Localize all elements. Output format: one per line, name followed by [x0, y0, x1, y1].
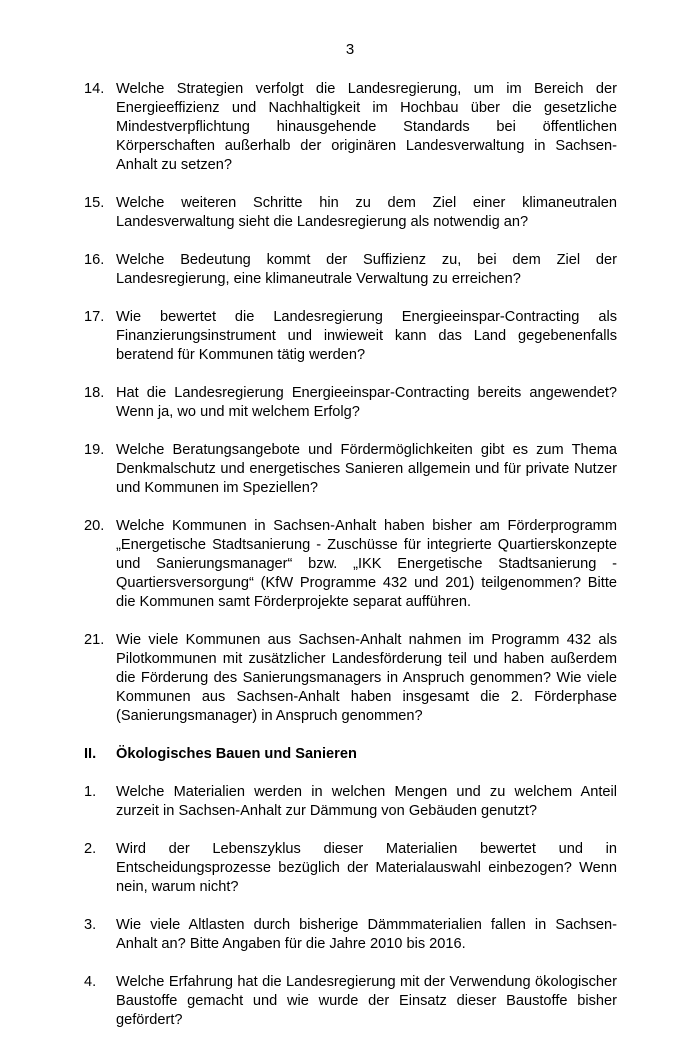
section-heading [84, 745, 617, 764]
question-number: 17. [84, 309, 105, 325]
question-number: 14. [84, 81, 105, 97]
question-text: Wird der Lebenszyklus dieser Materialien bewertet und in Entscheidungsprozesse bezüglich der Materialauswahl einbezogen? Wenn nein, warum nicht? [116, 841, 617, 895]
question-number: 19. [84, 442, 105, 458]
question-text: Welche Materialien werden in welchen Mengen und zu welchem Anteil zurzeit in Sachsen-Anhalt zur Dämmung von Gebäuden genutzt? [116, 784, 617, 819]
section-number: II. [84, 746, 97, 762]
question-text: Wie bewertet die Landesregierung Energieeinspar-Contracting als Finanzierungsinstrument und inwieweit kann das Land gegebenenfalls beratend für Kommunen tätig werden? [116, 309, 617, 363]
question-list [84, 80, 617, 1049]
question-item-18 [84, 384, 617, 422]
question-number: 15. [84, 195, 105, 211]
question-text: Wie viele Kommunen aus Sachsen-Anhalt nahmen im Programm 432 als Pilotkommunen mit zusätzlicher Landesförderung teil und haben außerdem die Förderung des Sanierungsmanagers in Anspruch genommen? Wie viele Kommunen aus Sachsen-Anhalt haben insgesamt die 2. Förderphase (Sanierungsmanager) in Anspruch genommen? [116, 632, 617, 724]
question-text: Wie viele Altlasten durch bisherige Dämmmaterialien fallen in Sachsen-Anhalt an? Bitte Angaben für die Jahre 2010 bis 2016. [116, 917, 617, 952]
question-item-21 [84, 631, 617, 726]
question-number: 21. [84, 632, 105, 648]
question-item-16 [84, 251, 617, 289]
question-item-ii-1 [84, 783, 617, 821]
question-number: 20. [84, 518, 105, 534]
question-item-20 [84, 517, 617, 612]
question-item-ii-3 [84, 916, 617, 954]
question-number: 3. [84, 917, 97, 933]
page-number: 3 [345, 41, 355, 58]
question-item-ii-4 [84, 973, 617, 1030]
question-text: Welche Kommunen in Sachsen-Anhalt haben bisher am Förderprogramm „Energetische Stadtsanierung - Zuschüsse für integrierte Quartierskonzepte und Sanierungsmanager“ bzw. „IKK Energetische Stadtsanierung - Quartiersversorgung“ (KfW Programme 432 und 201) teilgenommen? Bitte die Kommunen samt Förderprojekte separat aufführen. [116, 518, 617, 610]
question-item-15 [84, 194, 617, 232]
question-number: 4. [84, 974, 97, 990]
question-number: 16. [84, 252, 105, 268]
question-number: 18. [84, 385, 105, 401]
question-number: 2. [84, 841, 97, 857]
question-text: Welche Erfahrung hat die Landesregierung mit der Verwendung ökologischer Baustoffe gemacht und wie wurde der Einsatz dieser Baustoffe bisher gefördert? [116, 974, 617, 1028]
question-item-ii-2 [84, 840, 617, 897]
section-title: Ökologisches Bauen und Sanieren [116, 746, 357, 762]
question-item-14 [84, 80, 617, 175]
question-text: Welche Strategien verfolgt die Landesregierung, um im Bereich der Energieeffizienz und Nachhaltigkeit im Hochbau über die gesetzliche Mindestverpflichtung hinausgehende Standards bei öffentlichen Körperschaften außerhalb der originären Landesverwaltung in Sachsen-Anhalt zu setzen? [116, 81, 617, 173]
question-text: Welche Beratungsangebote und Fördermöglichkeiten gibt es zum Thema Denkmalschutz und energetisches Sanieren allgemein und für private Nutzer und Kommunen im Speziellen? [116, 442, 617, 496]
question-number: 1. [84, 784, 97, 800]
question-item-19 [84, 441, 617, 498]
question-text: Welche weiteren Schritte hin zu dem Ziel einer klimaneutralen Landesverwaltung sieht die Landesregierung als notwendig an? [116, 195, 617, 230]
question-item-17 [84, 308, 617, 365]
question-text: Welche Bedeutung kommt der Suffizienz zu, bei dem Ziel der Landesregierung, eine klimaneutrale Verwaltung zu erreichen? [116, 252, 617, 287]
question-text: Hat die Landesregierung Energieeinspar-Contracting bereits angewendet? Wenn ja, wo und mit welchem Erfolg? [116, 385, 617, 420]
